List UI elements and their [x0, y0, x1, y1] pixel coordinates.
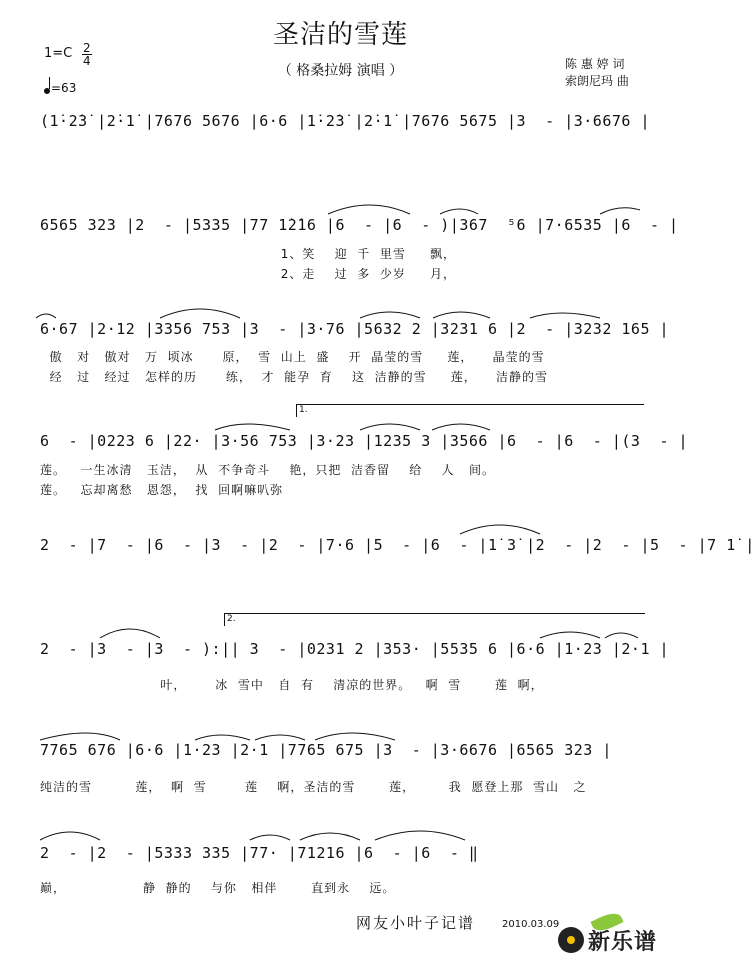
slur-arc: [250, 835, 290, 840]
slur-arc: [600, 208, 640, 214]
slur-arc: [195, 735, 250, 740]
lyric-line: 1、笑 迎 千 里雪 飘，: [40, 247, 456, 261]
slur-arc: [440, 209, 478, 214]
lyric-line: 纯洁的雪 莲， 啊 雪 莲 啊，圣洁的雪 莲， 我 愿登上那 雪山 之: [40, 780, 587, 794]
page-title: 圣洁的雪莲: [272, 20, 408, 50]
slur-arc: [315, 733, 395, 740]
notation-text: 6·67 |2·12 |3356 753 |3 - |3·76 |5632 2 |3231 6 |2 - |3232 165 |: [40, 320, 670, 338]
slur-arc: [160, 309, 240, 318]
notation-text: 2 - |3 - |3 - ):|| 3 - |0231 2 |353· |5535 6 |6·6 |1·23 |2·1 |: [40, 640, 670, 658]
slur-arc: [460, 525, 540, 534]
composer-credit: 索朗尼玛 曲: [565, 74, 629, 88]
lyric-line: 莲。 忘却离愁 恩怨， 找 回啊嘛叭弥: [40, 483, 284, 497]
transcription-date: 2010.03.09: [502, 919, 560, 930]
notation-text: (1̇·2̇3̇ |2̇·1̇ |7676 5676 |6·6 |1̇·2̇3̇ |2̇·1̇ |7676 5675 |3 - |3·6676 |: [40, 112, 650, 130]
meter-bottom: 4: [83, 54, 91, 68]
slur-arc: [215, 424, 290, 430]
tempo-value: =63: [51, 81, 77, 95]
lyric-line: 经 过 经过 怎样的历 练， 才 能孕 育 这 洁静的雪 莲， 洁静的雪: [40, 370, 548, 384]
notation-text: 7765 676 |6·6 |1·23 |2·1 |7765 675 |3 - |3·6676 |6565 323 |: [40, 741, 612, 759]
key-signature: 1=C: [44, 46, 73, 61]
slur-arc: [360, 424, 420, 430]
slur-arc: [433, 312, 490, 318]
record-disc-icon: [558, 927, 584, 953]
slur-arc: [40, 733, 120, 740]
lyric-line: 莲。 一生冰清 玉洁， 从 不争奇斗 艳，只把 洁香留 给 人 间。: [40, 463, 495, 477]
slur-arc: [300, 833, 360, 840]
lyric-line: 2、走 过 多 少岁 月，: [40, 267, 456, 281]
slur-arc: [36, 314, 56, 318]
notation-text: 2 - |7 - |6 - |3 - |2 - |7·6 |5 - |6 - |1̇ 3̇ |2 - |2 - |5 - |7 1̇ |: [40, 536, 755, 554]
lyric-line: 巅， 静 静的 与你 相伴 直到永 远。: [40, 881, 396, 895]
slur-arc: [40, 832, 100, 840]
notation-text: 2 - |2 - |5333 335 |77· |71216 |6 - |6 - ‖: [40, 844, 479, 862]
volta-bracket: 2.: [224, 613, 645, 626]
logo-text: 新乐谱: [588, 930, 658, 955]
site-logo: [558, 915, 676, 957]
meter-top: 2: [83, 41, 91, 55]
lyricist-credit: 陈 惠 婷 词: [565, 57, 625, 71]
notation-text: 6 - |0223 6 |22· |3·56 753 |3·23 |1235 3 |3566 |6 - |6 - |(3 - |: [40, 432, 689, 450]
slur-arc: [255, 735, 305, 740]
slur-arc: [375, 831, 465, 840]
transcriber-credit: 网友小叶子记谱: [356, 914, 476, 932]
singer-credit: （ 格桑拉姆 演唱 ）: [277, 63, 404, 79]
slur-arc: [432, 424, 490, 430]
lyric-line: 傲 对 傲对 万 顷冰 原， 雪 山上 盛 开 晶莹的雪 莲， 晶莹的雪: [40, 350, 545, 364]
notation-text: 6565 323 |2 - |5335 |77 1̇2̇16 |6 - |6 - )|367 ⁵6 |7·6535 |6 - |: [40, 216, 679, 234]
slur-arc: [100, 629, 160, 638]
slur-arc: [328, 205, 410, 214]
slur-arc: [360, 312, 420, 318]
slur-arc: [605, 633, 638, 638]
volta-bracket: 1.: [296, 404, 644, 417]
slur-arc: [540, 632, 600, 638]
lyric-line: 叶， 冰 雪中 自 有 清凉的世界。 啊 雪 莲 啊，: [40, 678, 544, 692]
slur-arc: [530, 313, 600, 318]
